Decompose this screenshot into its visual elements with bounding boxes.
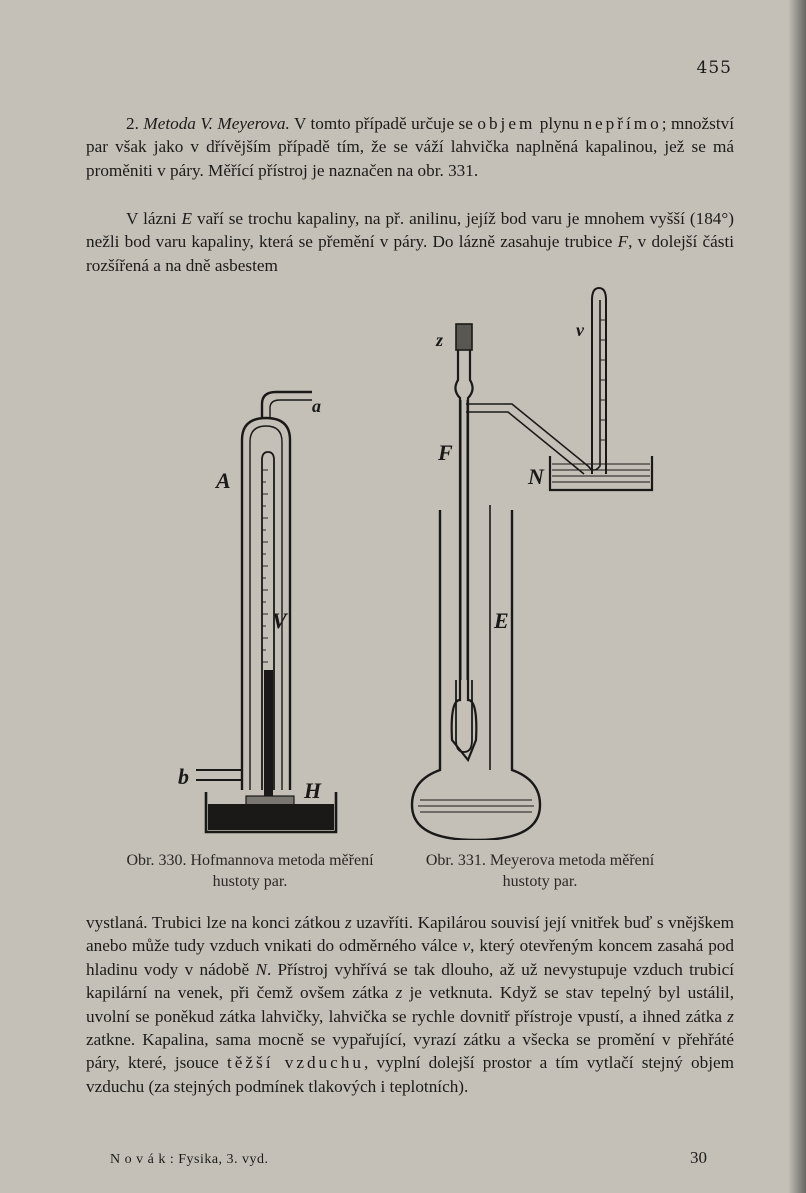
label-F: F — [438, 440, 453, 465]
paragraph-continuation: vystlaná. Trubici lze na konci zátkou z uzavříti. Kapilárou souvisí její vnitřek buď s vnějškem anebo může tudy vzduch vnikati do odměrného válce v, který otevřeným koncem zasahá pod hladinu vody v nádobě N. Přístroj vyhřívá se tak dlouho, až už nevystupuje vzduch trubicí kapilární na venek, při čemž ovšem zátka z je vetknuta. Když se stav tepelný byl ustálil, uvolní se poněkud zátka lahvičky, lahvička se rychle dovnitř přístroje vpustí, a ihned zátka z zatkne. Kapalina, sama mocně se vypařující, vyrazí zátku a všecka se promění v přehřáté páry, které, jsouce těžší vzduchu, vyplní dolejší prostor a tím vytlačí stejný objem vzduchu (za stejných podmínek tlakových i teplotních). — [86, 913, 735, 1096]
measuring-cylinder-v — [592, 288, 606, 474]
label-v: v — [576, 320, 584, 340]
section-number: 2. — [126, 114, 139, 133]
mercury-column — [264, 670, 273, 798]
label-b: b — [178, 764, 189, 789]
stopper-z — [456, 324, 472, 350]
page-edge-shadow — [788, 0, 806, 1193]
figures — [150, 280, 770, 840]
footer-book-title: N o v á k : Fysika, 3. vyd. — [110, 1152, 269, 1167]
label-E: E — [494, 608, 509, 633]
label-V: V — [272, 608, 287, 633]
page-number: 455 — [696, 58, 732, 78]
side-tube-b — [196, 770, 242, 780]
label-z: z — [436, 330, 444, 350]
section-title: Metoda V. Meyerova. — [143, 114, 290, 133]
water-dish-n — [550, 456, 652, 490]
label-N: N — [528, 464, 544, 489]
paragraph-meyer-method: 2. Metoda V. Meyerova. V tomto případě určuje se objem plynu nepřímo; množství par však jako v dřívějším případě tím, že se váží lahvička naplněná kapalinou, jež se má proměniti v páry. Měřící přístroj je naznačen na obr. 331. — [86, 114, 734, 180]
label-H: H — [304, 778, 322, 803]
bath-e — [412, 510, 540, 840]
label-A: A — [216, 468, 231, 493]
label-a: a — [312, 396, 321, 416]
caption-fig-331: Obr. 331. Meyerova metoda měření hustoty par. — [425, 852, 655, 890]
meyer-apparatus-figure — [412, 288, 652, 840]
hofmann-apparatus-figure — [196, 392, 336, 832]
footer-signature-number: 30 — [690, 1148, 707, 1167]
caption-fig-330: Obr. 330. Hofmannova metoda měření hustoty par. — [126, 852, 374, 890]
paragraph-bath: V lázni E vaří se trochu kapaliny, na př. anilinu, jejíž bod varu je mnohem vyšší (184°) nežli bod varu kapaliny, která se přemění v páry. Do lázně zasahuje trubice F, v dolejší části rozšířená a na dně asbestem — [86, 209, 734, 275]
